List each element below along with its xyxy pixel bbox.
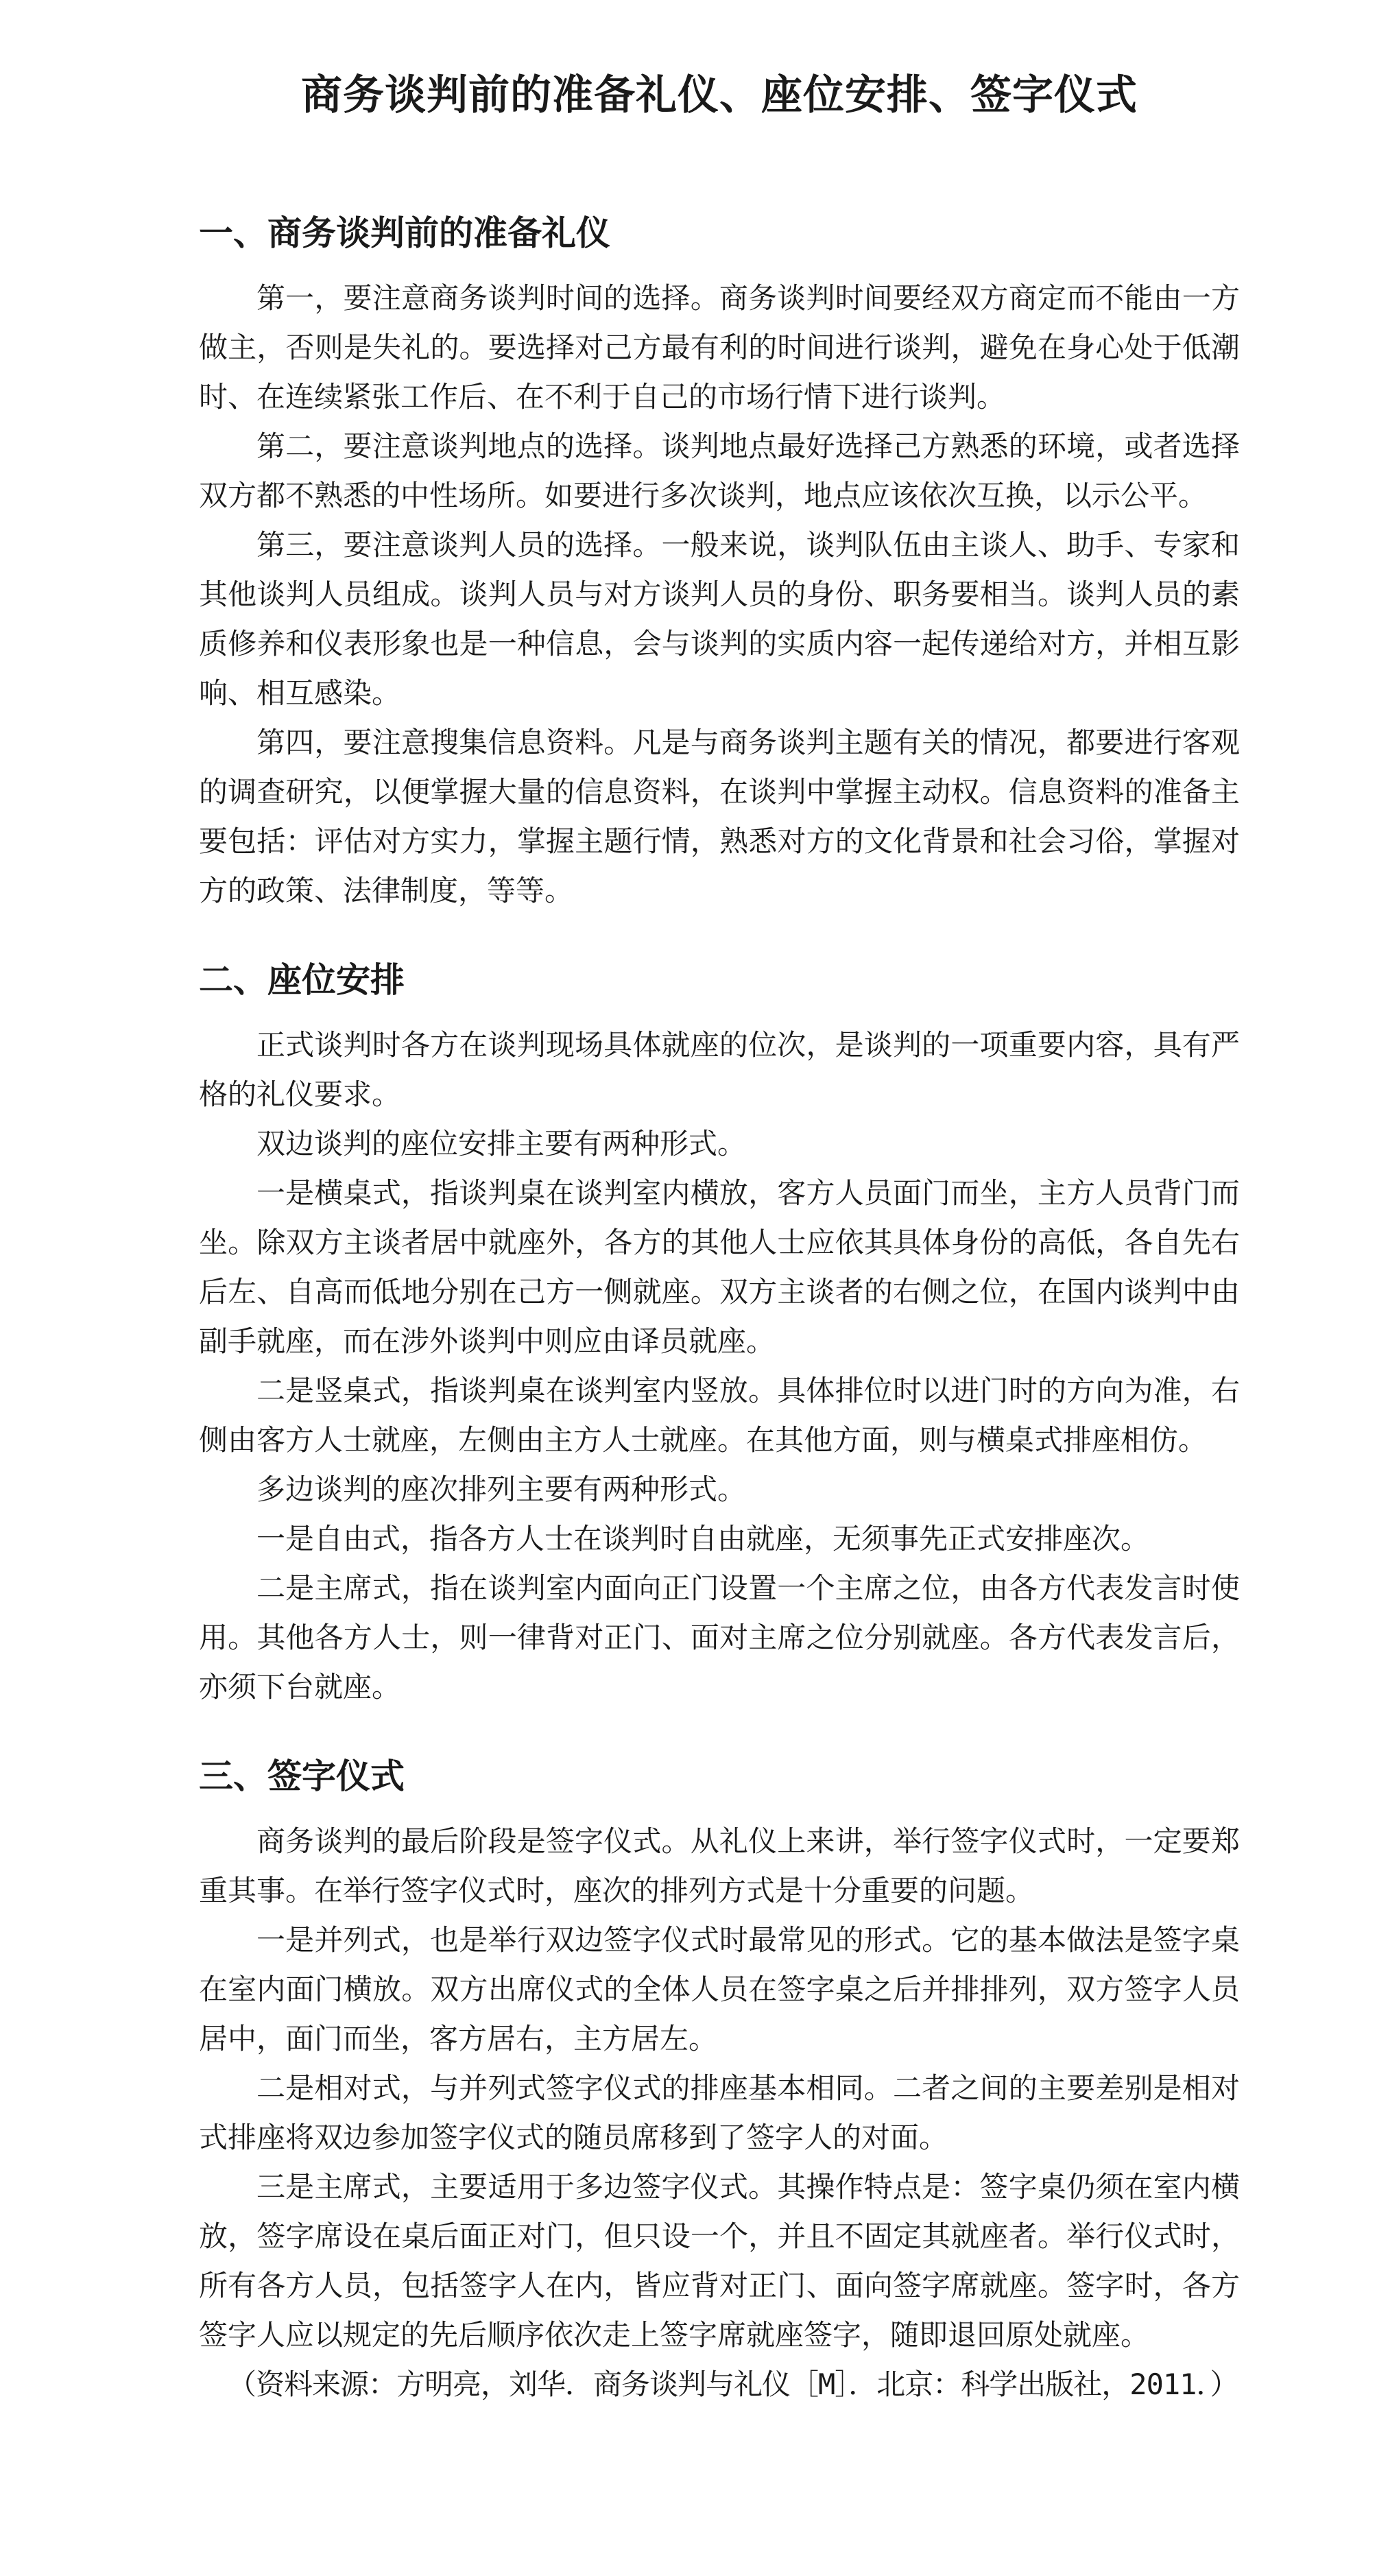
paragraph: 多边谈判的座次排列主要有两种形式。	[256, 1472, 747, 1506]
paragraph: 第三，要注意谈判人员的选择。一般来说，谈判队伍由主谈人、助手、专家和其他谈判人员组成。谈判人员与对方谈判人员的身份、职务要相当。谈判人员的素质修养和仪表形象也是一种信息，会与谈判的实质内容一起传递给对方，并相互影响、相互感染。	[199, 528, 1240, 710]
section-seating-arrangement	[199, 958, 1240, 1712]
section-heading: 二、座位安排	[199, 960, 405, 1000]
section-heading: 一、商务谈判前的准备礼仪	[199, 213, 610, 253]
section-preparation-etiquette	[199, 211, 1240, 916]
paragraph: 双边谈判的座位安排主要有两种形式。	[256, 1127, 747, 1160]
paragraph: 第二，要注意谈判地点的选择。谈判地点最好选择己方熟悉的环境，或者选择双方都不熟悉的中性场所。如要进行多次谈判，地点应该依次互换，以示公平。	[199, 429, 1240, 512]
section-heading: 三、签字仪式	[199, 1756, 405, 1796]
paragraph: 二是主席式，指在谈判室内面向正门设置一个主席之位，由各方代表发言时使用。其他各方人士，则一律背对正门、面对主席之位分别就座。各方代表发言后，亦须下台就座。	[199, 1571, 1240, 1704]
paragraph: 二是相对式，与并列式签字仪式的排座基本相同。二者之间的主要差别是相对式排座将双边参加签字仪式的随员席移到了签字人的对面。	[199, 2071, 1240, 2154]
paragraph: 第四，要注意搜集信息资料。凡是与商务谈判主题有关的情况，都要进行客观的调查研究，以便掌握大量的信息资料，在谈判中掌握主动权。信息资料的准备主要包括：评估对方实力，掌握主题行情，熟悉对方的文化背景和社会习俗，掌握对方的政策、法律制度，等等。	[199, 726, 1240, 907]
paragraph: 商务谈判的最后阶段是签字仪式。从礼仪上来讲，举行签字仪式时，一定要郑重其事。在举行签字仪式时，座次的排列方式是十分重要的问题。	[199, 1824, 1240, 1907]
paragraph: 二是竖桌式，指谈判桌在谈判室内竖放。具体排位时以进门时的方向为准，右侧由客方人士就座，左侧由主方人士就座。在其他方面，则与横桌式排座相仿。	[199, 1374, 1240, 1457]
paragraph: 正式谈判时各方在谈判现场具体就座的位次，是谈判的一项重要内容，具有严格的礼仪要求。	[199, 1028, 1240, 1111]
document-page	[199, 69, 1240, 2409]
paragraph: 三是主席式，主要适用于多边签字仪式。其操作特点是：签字桌仍须在室内横放，签字席设在桌后面正对门，但只设一个，并且不固定其就座者。举行仪式时，所有各方人员，包括签字人在内，皆应背对正门、面向签字席就座。签字时，各方签字人应以规定的先后顺序依次走上签字席就座签字，随即退回原处就座。	[199, 2170, 1240, 2352]
paragraph: 一是自由式，指各方人士在谈判时自由就座，无须事先正式安排座次。	[256, 1522, 1150, 1555]
paragraph: 一是并列式，也是举行双边签字仪式时最常见的形式。它的基本做法是签字桌在室内面门横放。双方出席仪式的全体人员在签字桌之后并排排列，双方签字人员居中，面门而坐，客方居右，主方居左。	[199, 1923, 1240, 2055]
paragraph: 一是横桌式，指谈判桌在谈判室内横放，客方人员面门而坐，主方人员背门而坐。除双方主谈者居中就座外，各方的其他人士应依其具体身份的高低，各自先右后左、自高而低地分别在己方一侧就座。双方主谈者的右侧之位，在国内谈判中由副手就座，而在涉外谈判中则应由译员就座。	[199, 1176, 1240, 1358]
source-citation: （资料来源：方明亮，刘华．商务谈判与礼仪［M］．北京：科学出版社，2011．）	[228, 2368, 1238, 2401]
paragraph: 第一，要注意商务谈判时间的选择。商务谈判时间要经双方商定而不能由一方做主，否则是失礼的。要选择对己方最有利的时间进行谈判，避免在身心处于低潮时、在连续紧张工作后、在不利于自己的市场行情下进行谈判。	[199, 281, 1240, 414]
document-title: 商务谈判前的准备礼仪、座位安排、签字仪式	[301, 71, 1138, 119]
section-signing-ceremony	[199, 1754, 1240, 2409]
